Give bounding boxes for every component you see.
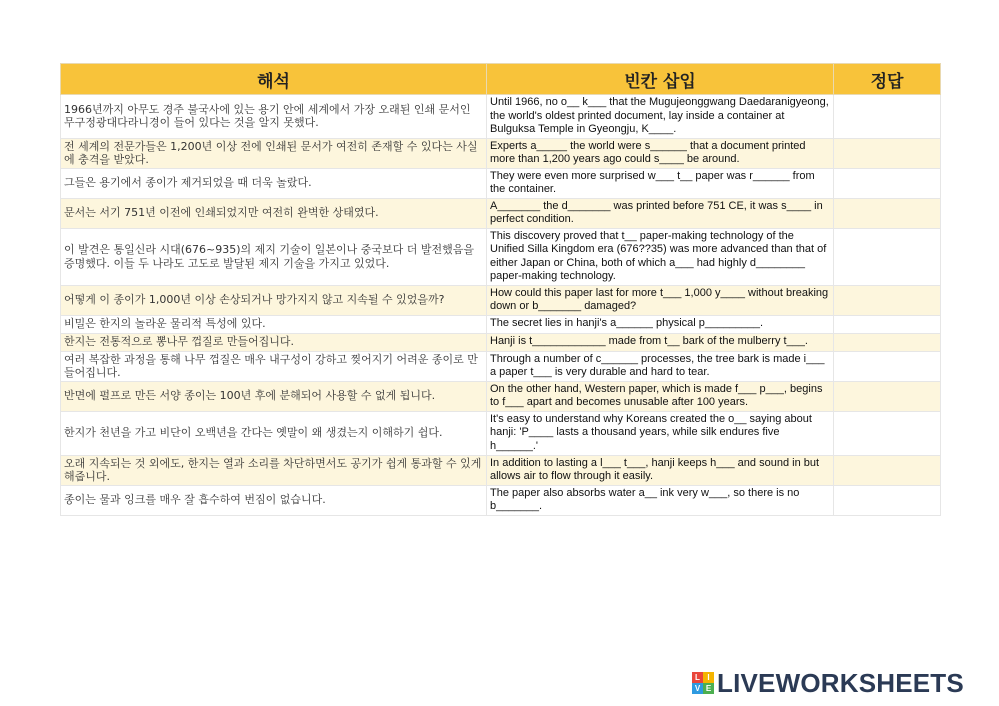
answer-input-cell[interactable] <box>834 198 941 228</box>
logo-mark-letter: L <box>692 672 703 683</box>
logo-mark-icon <box>692 672 714 694</box>
english-sentence-cell: On the other hand, Western paper, which is made f___ p___, begins to f___ apart and becomes unusable after 100 years. <box>487 381 834 411</box>
english-sentence-cell: This discovery proved that t__ paper-making technology of the Unified Silla Kingdom era (676??35) was more advanced than that of either Japan or China, both of which a___ had highly d________ paper-making technology. <box>487 228 834 285</box>
logo-mark-letter: E <box>703 683 714 694</box>
korean-translation-cell: 1966년까지 아무도 경주 불국사에 있는 용기 안에 세계에서 가장 오래된 인쇄 문서인 무구정광대다라니경이 들어 있다는 것을 알지 못했다. <box>61 95 487 139</box>
table-row <box>61 315 941 333</box>
answer-input-cell[interactable] <box>834 455 941 485</box>
english-sentence-cell: Hanji is t____________ made from t__ bark of the mulberry t___. <box>487 333 834 351</box>
table-row <box>61 381 941 411</box>
korean-translation-cell: 한지는 전통적으로 뽕나무 껍질로 만들어집니다. <box>61 333 487 351</box>
english-sentence-cell: The paper also absorbs water a__ ink very w___, so there is no b_______. <box>487 485 834 515</box>
korean-translation-cell: 여러 복잡한 과정을 통해 나무 껍질은 매우 내구성이 강하고 찢어지기 어려운 종이로 만들어집니다. <box>61 351 487 381</box>
table-row <box>61 455 941 485</box>
korean-translation-cell: 한지가 천년을 가고 비단이 오백년을 간다는 옛말이 왜 생겼는지 이해하기 쉽다. <box>61 411 487 455</box>
header-fill-blank: 빈칸 삽입 <box>487 64 834 95</box>
english-sentence-cell: How could this paper last for more t___ 1,000 y____ without breaking down or b_______ damaged? <box>487 285 834 315</box>
korean-translation-cell: 비밀은 한지의 놀라운 물리적 특성에 있다. <box>61 315 487 333</box>
korean-translation-cell: 종이는 물과 잉크를 매우 잘 흡수하여 번짐이 없습니다. <box>61 485 487 515</box>
korean-translation-cell: 반면에 펄프로 만든 서양 종이는 100년 후에 분해되어 사용할 수 없게 됩니다. <box>61 381 487 411</box>
logo-mark-letter: I <box>703 672 714 683</box>
english-sentence-cell: Through a number of c______ processes, the tree bark is made i___ a paper t___ is very durable and hard to tear. <box>487 351 834 381</box>
table-row <box>61 485 941 515</box>
answer-input-cell[interactable] <box>834 228 941 285</box>
english-sentence-cell: In addition to lasting a l___ t___, hanji keeps h___ and sound in but allows air to flow through it easily. <box>487 455 834 485</box>
answer-input-cell[interactable] <box>834 138 941 168</box>
english-sentence-cell: A_______ the d_______ was printed before 751 CE, it was s____ in perfect condition. <box>487 198 834 228</box>
english-sentence-cell: The secret lies in hanji's a______ physical p_________. <box>487 315 834 333</box>
header-answer: 정답 <box>834 64 941 95</box>
logo-mark-letter: V <box>692 683 703 694</box>
answer-input-cell[interactable] <box>834 485 941 515</box>
answer-input-cell[interactable] <box>834 381 941 411</box>
korean-translation-cell: 오래 지속되는 것 외에도, 한지는 열과 소리를 차단하면서도 공기가 쉽게 통과할 수 있게 해줍니다. <box>61 455 487 485</box>
korean-translation-cell: 그들은 용기에서 종이가 제거되었을 때 더욱 놀랐다. <box>61 168 487 198</box>
header-translation: 해석 <box>61 64 487 95</box>
table-row <box>61 411 941 455</box>
korean-translation-cell: 어떻게 이 종이가 1,000년 이상 손상되거나 망가지지 않고 지속될 수 있었을까? <box>61 285 487 315</box>
korean-translation-cell: 이 발견은 통일신라 시대(676~935)의 제지 기술이 일본이나 중국보다 더 발전했음을 증명했다. 이들 두 나라도 고도로 발달된 제지 기술을 가지고 있었다. <box>61 228 487 285</box>
table-row <box>61 95 941 139</box>
answer-input-cell[interactable] <box>834 285 941 315</box>
worksheet-table <box>60 63 941 516</box>
english-sentence-cell: It's easy to understand why Koreans created the o__ saying about hanji: 'P____ lasts a thousand years, while silk endures five h______.' <box>487 411 834 455</box>
answer-input-cell[interactable] <box>834 315 941 333</box>
answer-input-cell[interactable] <box>834 411 941 455</box>
table-row <box>61 285 941 315</box>
answer-input-cell[interactable] <box>834 168 941 198</box>
answer-input-cell[interactable] <box>834 351 941 381</box>
table-row <box>61 138 941 168</box>
english-sentence-cell: They were even more surprised w___ t__ paper was r______ from the container. <box>487 168 834 198</box>
header-row <box>61 64 941 95</box>
korean-translation-cell: 전 세계의 전문가들은 1,200년 이상 전에 인쇄된 문서가 여전히 존재할 수 있다는 사실에 충격을 받았다. <box>61 138 487 168</box>
table-row <box>61 228 941 285</box>
table-row <box>61 198 941 228</box>
table-row <box>61 333 941 351</box>
table-row <box>61 351 941 381</box>
english-sentence-cell: Until 1966, no o__ k___ that the Mugujeonggwang Daedaranigyeong, the world's oldest printed document, lay inside a container at Bulguksa Temple in Gyeongju, K____. <box>487 95 834 139</box>
korean-translation-cell: 문서는 서기 751년 이전에 인쇄되었지만 여전히 완벽한 상태였다. <box>61 198 487 228</box>
table-row <box>61 168 941 198</box>
answer-input-cell[interactable] <box>834 333 941 351</box>
answer-input-cell[interactable] <box>834 95 941 139</box>
logo-text: LIVEWORKSHEETS <box>717 667 964 698</box>
liveworksheets-logo <box>692 668 964 698</box>
english-sentence-cell: Experts a_____ the world were s______ that a document printed more than 1,200 years ago could s____ be around. <box>487 138 834 168</box>
